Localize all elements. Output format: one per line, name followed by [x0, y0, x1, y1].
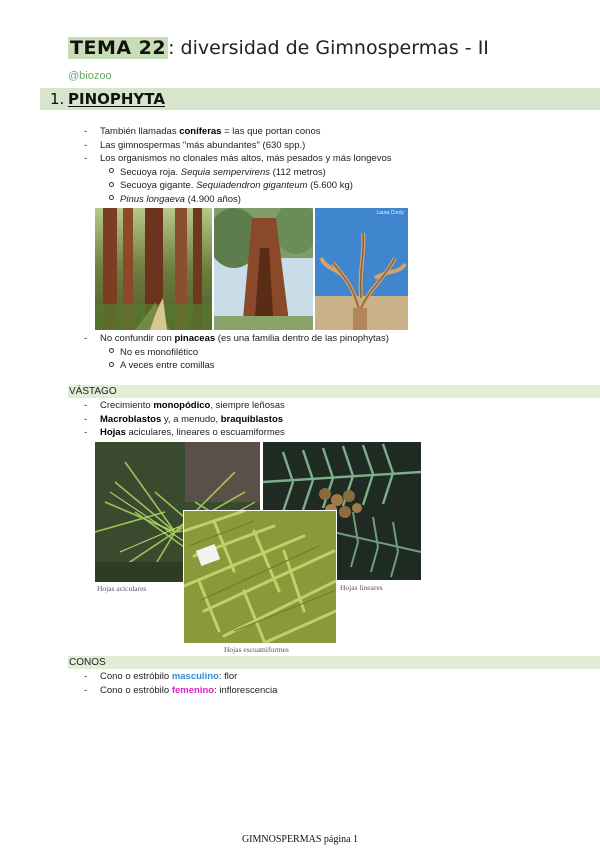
caption-acicular: Hojas aciculares [97, 584, 147, 593]
tema-label: TEMA 22 [70, 37, 167, 59]
caption-linear: Hojas lineares [340, 583, 383, 592]
subsection-heading-conos: CONOS [68, 656, 600, 669]
list-item: - Los organismos no clonales más altos, más pesados y más longevos [84, 153, 392, 164]
sub-list-item: No es monofilético [109, 346, 198, 360]
photo-credit: Laura Cordy [376, 210, 404, 216]
page-footer: GIMNOSPERMAS página 1 [241, 834, 359, 845]
page-title [68, 34, 489, 62]
list-item: - No confundir con pinaceas (es una familia dentro de las pinophytas) [84, 333, 389, 344]
sub-list-item: Pinus longaeva (4.900 años) [109, 193, 241, 207]
section-number: 1. [50, 90, 65, 108]
sub-list-item: Secuoya gigante. Sequiadendron giganteum (5.600 kg) [109, 179, 353, 193]
redwood-forest-photo [95, 208, 212, 330]
list-item: - También llamadas coníferas = las que portan conos [84, 126, 321, 137]
caption-scale: Hojas escuamiformes [224, 645, 289, 654]
sub-list-item: A veces entre comillas [109, 359, 215, 373]
author-handle: @biozoo [68, 70, 112, 82]
bristlecone-pine-photo [315, 208, 408, 330]
section-bar-pinophyta [40, 88, 600, 110]
title-text: : diversidad de Gimnospermas - II [168, 37, 489, 59]
list-item: - Cono o estróbilo masculino: flor [84, 671, 238, 682]
giant-sequoia-photo [214, 208, 313, 330]
list-item: - Las gimnospermas "más abundantes" (630 spp.) [84, 139, 306, 151]
subsection-heading-vastago: VÁSTAGO [68, 385, 600, 398]
scale-leaves-photo [183, 510, 337, 644]
section-title: PINOPHYTA [68, 90, 165, 108]
list-item: - Macroblastos y, a menudo, braquiblastos [84, 413, 284, 425]
list-item: - Crecimiento monopódico, siempre leñosas [84, 400, 285, 411]
sub-list-item: Secuoya roja. Sequia sempervirens (112 metros) [109, 166, 326, 180]
list-item: - Cono o estróbilo femenino: inflorescencia [84, 684, 278, 696]
list-item: - Hojas aciculares, lineares o escuamiformes [84, 427, 285, 438]
